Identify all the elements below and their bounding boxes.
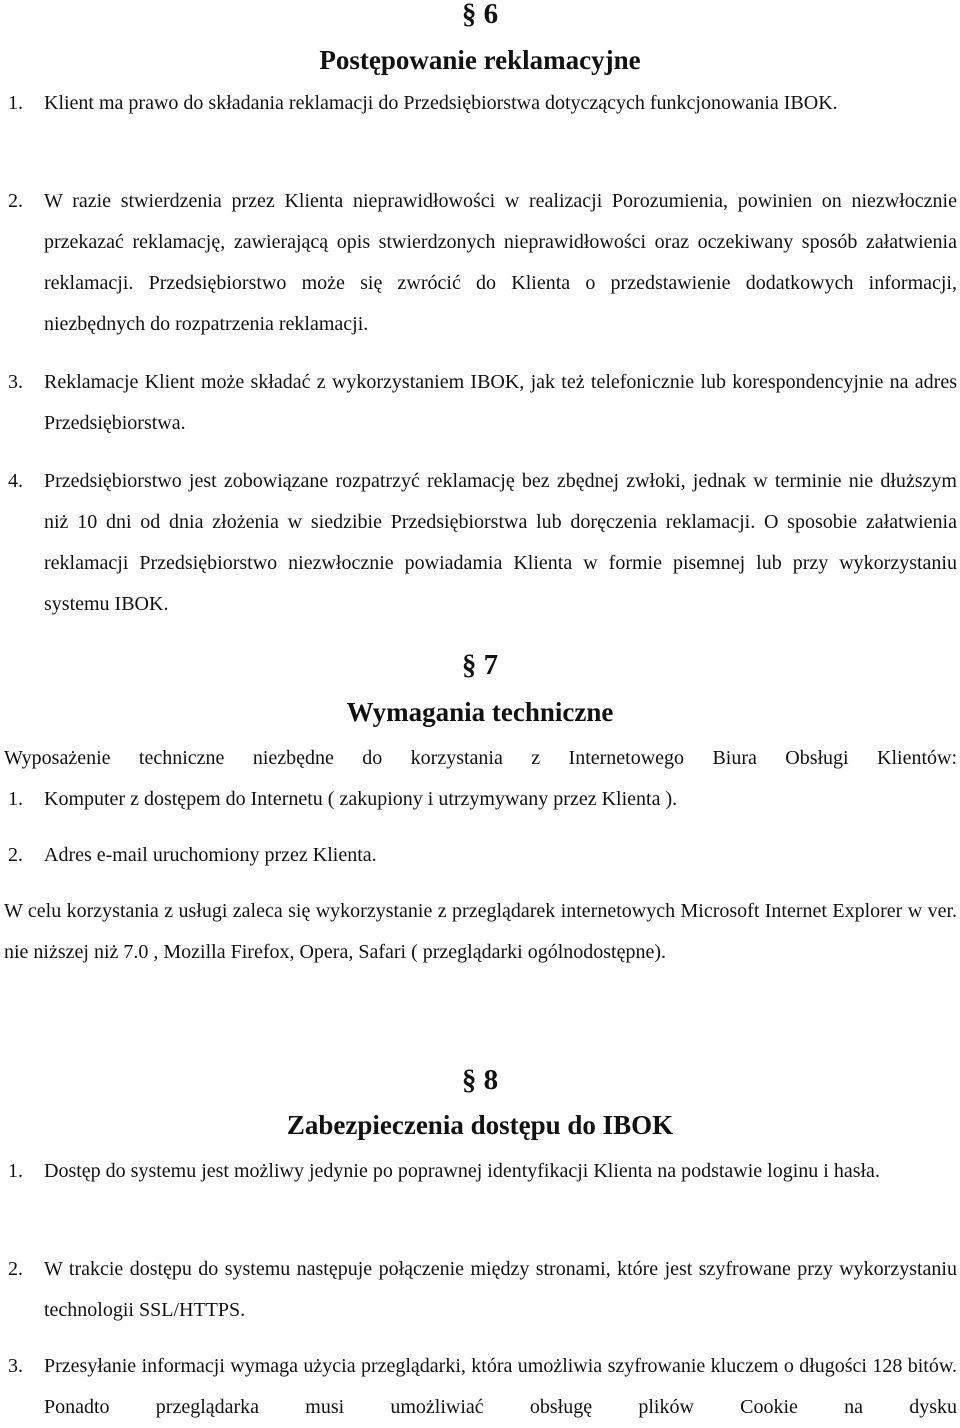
section-6-title: Postępowanie reklamacyjne <box>319 45 641 75</box>
list-item-number: 3. <box>8 1355 23 1377</box>
list-item-text: Klient ma prawo do składania reklamacji do Przedsiębiorstwa dotyczących funkcjonowania IBOK. <box>44 92 838 114</box>
list-item-text: W trakcie dostępu do systemu następuje połączenie między stronami, które jest szyfrowane przy wykorzystaniu technologii SSL/HTTPS. <box>44 1258 957 1321</box>
list-item-number: 1. <box>8 788 23 810</box>
list-item-number: 1. <box>8 1160 23 1182</box>
list-item-text: Reklamacje Klient może składać z wykorzystaniem IBOK, jak też telefonicznie lub korespondencyjnie na adres Przedsiębiorstwa. <box>44 371 957 434</box>
list-item-number: 2. <box>8 190 23 212</box>
list-item-text: Komputer z dostępem do Internetu ( zakupiony i utrzymywany przez Klienta ). <box>44 788 678 810</box>
section-8-symbol: § 8 <box>461 1064 499 1096</box>
section-8-title: Zabezpieczenia dostępu do IBOK <box>286 1110 674 1140</box>
list-item-text: Przedsiębiorstwo jest zobowiązane rozpatrzyć reklamację bez zbędnej zwłoki, jednak w terminie nie dłuższym niż 10 dni od dnia złożenia w siedzibie Przedsiębiorstwa lub doręczenia reklamacji. O sposobie załatwienia reklamacji Przedsiębiorstwo niezwłocznie powiadamia Klienta w formie pisemnej lub przy wykorzystaniu systemu IBOK. <box>44 470 957 615</box>
list-item-text: Adres e-mail uruchomiony przez Klienta. <box>44 844 377 866</box>
list-item-number: 2. <box>8 844 23 866</box>
list-item-number: 2. <box>8 1258 23 1280</box>
list-item-number: 1. <box>8 92 23 114</box>
list-item-text: W razie stwierdzenia przez Klienta nieprawidłowości w realizacji Porozumienia, powinien on niezwłocznie przekazać reklamację, zawierającą opis stwierdzonych nieprawidłowości oraz oczekiwany sposób załatwienia reklamacji. Przedsiębiorstwo może się zwrócić do Klienta o przedstawienie dodatkowych informacji, niezbędnych do rozpatrzenia reklamacji. <box>44 190 957 335</box>
section-7-title: Wymagania techniczne <box>346 697 614 727</box>
list-item-text: Dostęp do systemu jest możliwy jedynie po poprawnej identyfikacji Klienta na podstawie loginu i hasła. <box>44 1160 880 1182</box>
section-7-recommendation: W celu korzystania z usługi zaleca się wykorzystanie z przeglądarek internetowych Microsoft Internet Explorer w ver. nie niższej niż 7.0 , Mozilla Firefox, Opera, Safari ( przeglądarki ogólnodostępne). <box>4 900 957 963</box>
list-item-number: 3. <box>8 371 23 393</box>
list-item-number: 4. <box>8 470 23 492</box>
list-item-text: Przesyłanie informacji wymaga użycia przeglądarki, która umożliwia szyfrowanie kluczem o długości 128 bitów. Ponadto przeglądarka musi umożliwiać obsługę plików Cookie na dysku <box>44 1355 957 1418</box>
section-7-symbol: § 7 <box>461 649 499 681</box>
section-7-intro: Wyposażenie techniczne niezbędne do korzystania z Internetowego Biura Obsługi Klientów: <box>4 747 957 769</box>
section-6-symbol: § 6 <box>461 0 499 30</box>
